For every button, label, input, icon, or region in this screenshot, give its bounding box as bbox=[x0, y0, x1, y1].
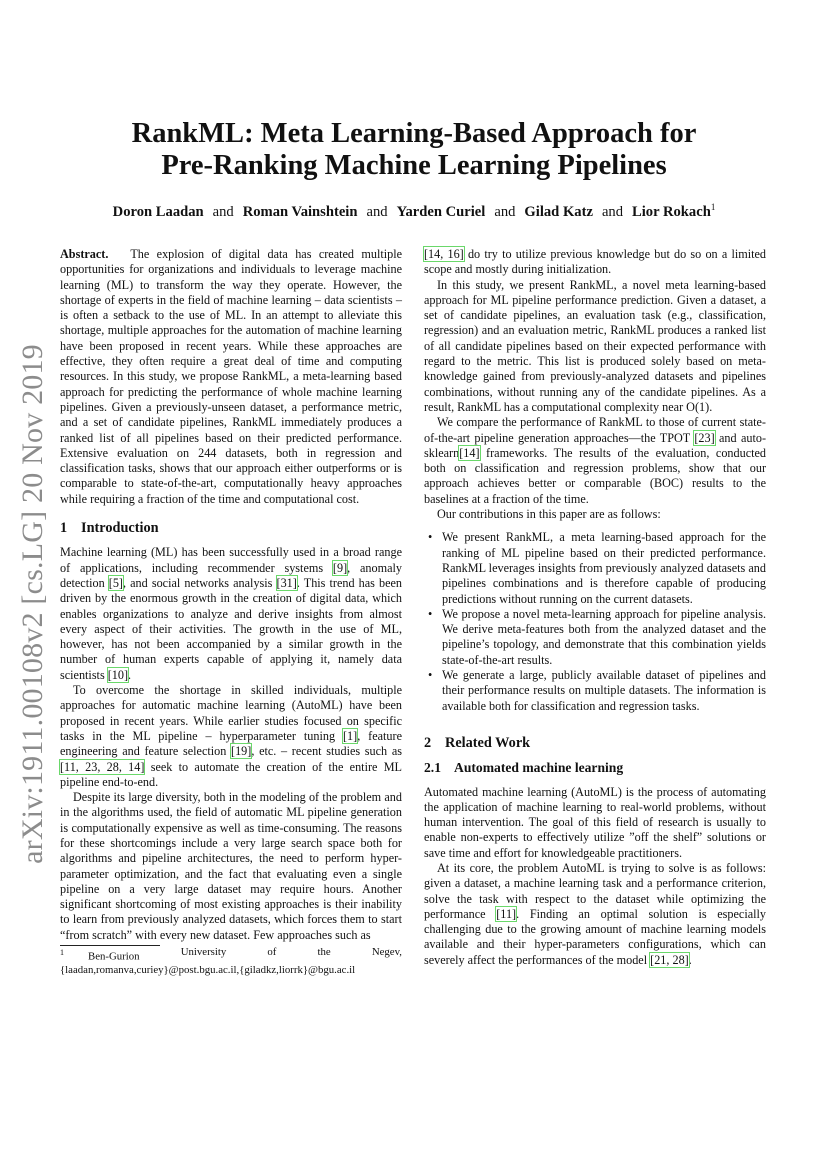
footnote bbox=[60, 946, 402, 977]
related-paragraph-2 bbox=[424, 861, 766, 968]
citation-link[interactable]: [9] bbox=[332, 560, 348, 575]
author-1: Doron Laadan bbox=[112, 203, 204, 220]
author-connector: and bbox=[366, 203, 388, 220]
title-line-1: RankML: Meta Learning-Based Approach for bbox=[131, 118, 697, 149]
author-list bbox=[60, 197, 768, 222]
intro-paragraph-3-continued bbox=[424, 247, 766, 278]
section-number: 2 bbox=[424, 734, 432, 751]
author-connector: and bbox=[212, 203, 234, 220]
list-item: • We generate a large, publicly available dataset of pipelines and their performance results on multiple datasets. The information is available both for classification and regression tasks. bbox=[424, 668, 766, 714]
footnote-word: of bbox=[267, 946, 277, 958]
section-title: Introduction bbox=[81, 520, 159, 537]
subsection-heading-automl bbox=[424, 760, 766, 775]
author-3: Yarden Curiel bbox=[396, 203, 486, 220]
subsection-title: Automated machine learning bbox=[454, 760, 624, 776]
footnote-word: University bbox=[180, 946, 227, 958]
subsection-number: 2.1 bbox=[424, 760, 441, 776]
paper-title bbox=[80, 118, 748, 182]
text-run: , etc. – recent studies such as bbox=[251, 744, 402, 759]
text-run: At its core, the problem AutoML is trying to solve is as follows: given a dataset, a machine learning task and a performance criterion, solve the task with respect to the dataset while optimizing the performance bbox=[424, 860, 766, 921]
text-run: . bbox=[688, 952, 692, 967]
related-paragraph-1: Automated machine learning (AutoML) is the process of automating the application of machine learning to real-world problems, without human intervention. The goal of this field of research is usually to enable non-experts to effectively utilize ”off the shelf” solutions or save time and effort for knowledgeable practitioners. bbox=[424, 784, 766, 860]
footnote-word: Ben-Gurion bbox=[88, 950, 140, 963]
list-item: • We present RankML, a meta learning-based approach for the ranking of ML pipeline based on their predicted performance. RankML leverages insights from previously analyzed datasets and pipelines combinations and is therefore capable of producing predictions without running on the current datasets. bbox=[424, 530, 766, 606]
intro-paragraph-1 bbox=[60, 545, 402, 683]
text-run: seek to automate the creation of the entire ML pipeline end-to-end. bbox=[60, 759, 402, 789]
intro-paragraph-5 bbox=[424, 415, 766, 507]
author-5: Lior Rokach bbox=[632, 203, 711, 220]
section-number: 1 bbox=[60, 520, 68, 537]
contribution-list bbox=[424, 530, 766, 714]
text-run: . Finding an optimal solution is especially challenging due to the growing amount of machine learning models available and their hyper-parameters configurations, which can severely affect the performances of the model bbox=[424, 906, 766, 967]
intro-paragraph-3: Despite its large diversity, both in the modeling of the problem and in the algorithms used, the field of automatic ML pipeline generation is computationally expensive as well as time-consuming. The reasons for these shortcomings include a very large search space both for algorithms and pipeline architectures, the need to perform hyper-parameter optimization, and the fact that evaluating even a single pipeline on a very large dataset may require hours. Another significant shortcoming of most existing approaches is their inability to learn from previously analyzed datasets, which forces them to start “from scratch” with every new dataset. Few approaches such as bbox=[60, 790, 402, 942]
citation-link[interactable]: [11] bbox=[496, 906, 517, 921]
abstract-text: The explosion of digital data has created multiple opportunities for organizations and individuals to leverage machine learning (ML) to transform the way they operate. However, the shortage of experts in the field of machine learning – data scientists – is often a setback to the use of ML. In an attempt to alleviate this shortage, multiple approaches for the automation of machine learning have been proposed in recent years. While these approaches are effective, they often require a great deal of time and computing resources. In this study, we propose RankML, a meta-learning based approach for predicting the performance of whole machine learning pipelines. Given a previously-unseen dataset, a performance metric, and a set of candidate pipelines, RankML immediately produces a ranked list of all pipelines based on their predicted performance. Extensive evaluation on 244 datasets, both in regression and classification tasks, shows that our approach either outperforms or is comparable to state-of-the-art, computationally heavy approaches while requiring a fraction of the time and computational cost. bbox=[60, 247, 402, 506]
citation-link[interactable]: [31] bbox=[276, 575, 297, 590]
footnote-word: the bbox=[317, 946, 331, 958]
citation-link[interactable]: [1] bbox=[342, 728, 358, 743]
footnote-word: Negev, bbox=[371, 946, 402, 958]
citation-link[interactable]: [14] bbox=[459, 445, 480, 460]
footnote-mark: 1 bbox=[60, 948, 64, 957]
text-run: To overcome the shortage in skilled individuals, multiple approaches for automatic machine learning (AutoML) have been proposed in recent years. While earlier studies focused on specific tasks in the ML pipeline – hyperparameter tuning bbox=[60, 683, 402, 743]
right-column bbox=[424, 247, 766, 968]
footnote-emails: {laadan,romanva,curiey}@post.bgu.ac.il,{giladkz,liorrk}@bgu.ac.il bbox=[60, 963, 356, 976]
abstract bbox=[60, 247, 402, 507]
text-run: , anomaly detection bbox=[60, 560, 402, 590]
intro-paragraph-4: In this study, we present RankML, a novel meta learning-based approach for ML pipeline performance prediction. Given a dataset, a set of candidate pipelines, an evaluation task (e.g., classification, regression) and an evaluation metric, RankML produces a ranked list of all candidate pipelines based on their expected performance with regard to the metric. This list is produced solely based on meta-knowledge gained from previously-analyzed datasets and pipelines combinations, without running any of the candidate pipelines. As a result, RankML has a computational complexity near O(1). bbox=[424, 277, 766, 414]
text-run: and auto-sklearn bbox=[424, 430, 767, 460]
citation-link[interactable]: [14, 16] bbox=[424, 247, 464, 261]
section-heading-related-work bbox=[424, 736, 766, 751]
text-run: , feature engineering and feature selection bbox=[60, 728, 402, 759]
citation-link[interactable]: [10] bbox=[107, 667, 129, 682]
intro-paragraph-2 bbox=[60, 683, 402, 790]
text-run: Machine learning (ML) has been successfully used in a broad range of applications, including recommender systems bbox=[60, 545, 402, 575]
text-run: We compare the performance of RankML to those of current state-of-the-art pipeline generation approaches—the TPOT bbox=[424, 415, 766, 445]
text-run: , and social networks analysis bbox=[123, 575, 277, 590]
section-heading-introduction bbox=[60, 521, 402, 536]
section-title: Related Work bbox=[445, 734, 531, 751]
intro-paragraph-6: Our contributions in this paper are as follows: bbox=[437, 507, 661, 522]
footnote-line-1 bbox=[60, 946, 402, 964]
text-run: do try to utilize previous knowledge but do so on a limited scope and mostly during initialization. bbox=[424, 247, 766, 277]
citation-link[interactable]: [5] bbox=[108, 575, 123, 590]
abstract-label: Abstract. bbox=[60, 247, 109, 261]
left-column bbox=[60, 247, 402, 943]
title-line-2: Pre-Ranking Machine Learning Pipelines bbox=[161, 150, 667, 181]
list-item: • We propose a novel meta-learning approach for pipeline analysis. We derive meta-features both from the analyzed dataset and the pipeline’s topology, and demonstrate that this combination yields state-of-the-art results. bbox=[424, 607, 766, 668]
text-run: frameworks. The results of the evaluation, conducted both on classification and regression problems, show that our approach achieves better or comparable (BOC) results to the baselines at a fraction of the time. bbox=[424, 445, 766, 506]
author-connector: and bbox=[601, 203, 624, 220]
text-run: . This trend has been driven by the enormous growth in the creation of digital data, which enables organizations to analyze and derive insights from almost every aspect of their activities. The growth in the use of ML, however, has not been accompanied by a similar growth in the number of human experts capable of applying it, namely data scientists bbox=[60, 575, 403, 682]
citation-link[interactable]: [11, 23, 28, 14] bbox=[60, 759, 145, 774]
author-footnote-mark: 1 bbox=[710, 202, 716, 212]
citation-link[interactable]: [19] bbox=[231, 744, 252, 759]
author-2: Roman Vainshtein bbox=[242, 203, 358, 220]
citation-link[interactable]: [23] bbox=[694, 430, 715, 445]
citation-link[interactable]: [21, 28] bbox=[650, 952, 689, 967]
arxiv-stamp: arXiv:1911.00108v2 [cs.LG] 20 Nov 2019 bbox=[16, 344, 49, 864]
author-connector: and bbox=[494, 203, 516, 220]
author-4: Gilad Katz bbox=[524, 203, 593, 220]
text-run: . bbox=[128, 667, 132, 682]
